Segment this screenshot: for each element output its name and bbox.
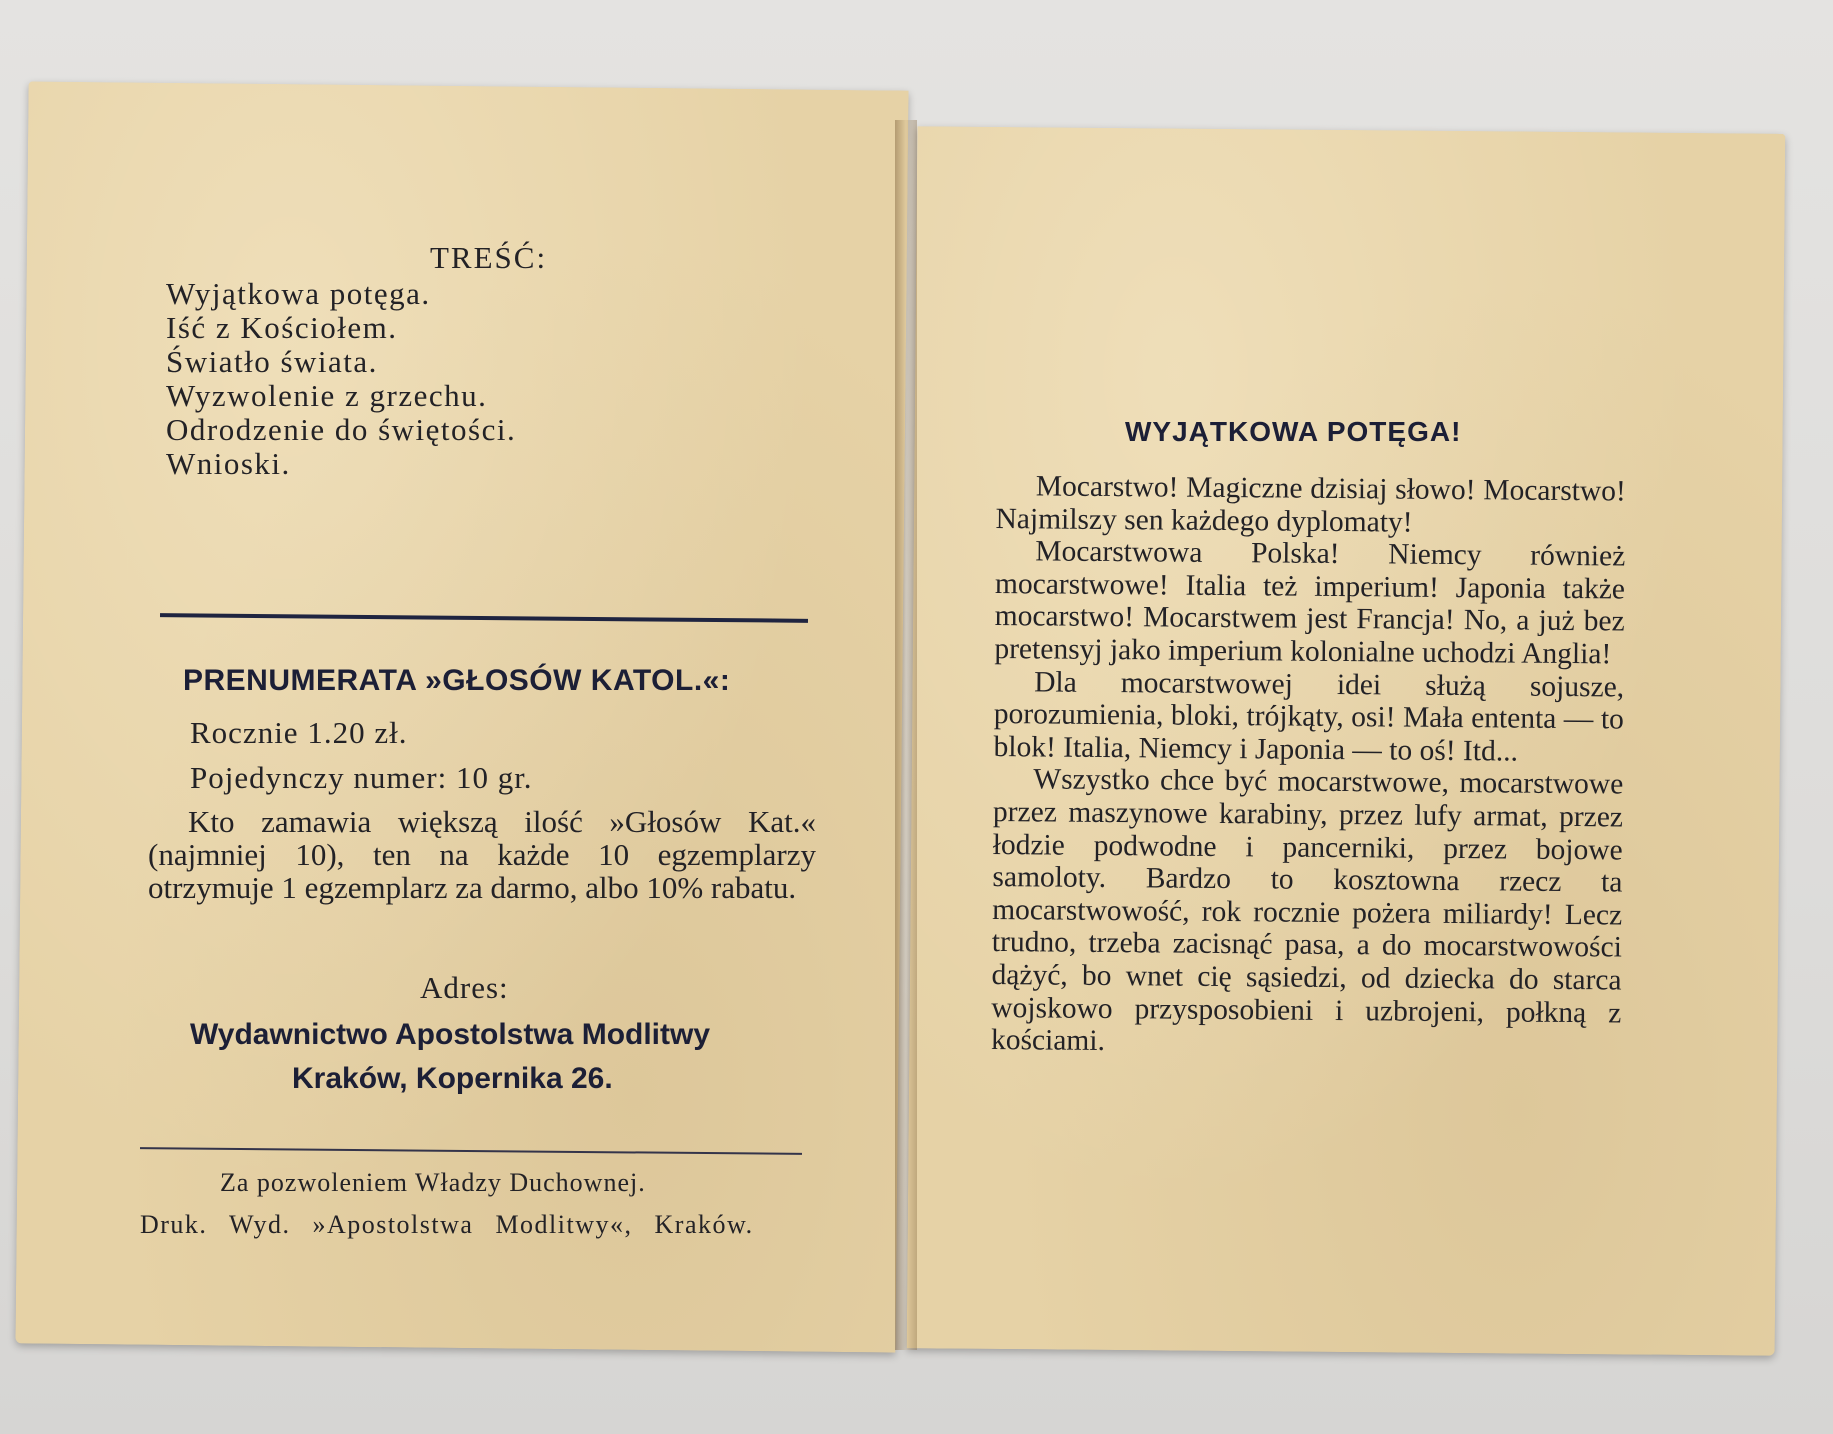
bulk-order-text (148, 805, 816, 904)
bulk-order-paragraph: Kto zamawia większą ilość »Głosów Kat.« (najmniej 10), ten na każde 10 egzemplarzy otrzymuje 1 egzemplarz za darmo, albo 10% rabatu. (148, 804, 816, 905)
contents-item: Wnioski. (166, 446, 291, 481)
contents-item: Iść z Kościołem. (166, 310, 398, 345)
article-paragraph: Mocarstwo! Magiczne dzisiaj słowo! Mocarstwo! Najmilszy sen każdego dyplomaty! (995, 470, 1626, 539)
contents-item: Światło świata. (166, 344, 378, 379)
article-paragraph: Wszystko chce być mocarstwowe, mocarstwowe przez maszynowe karabiny, przez lufy armat, przez łodzie podwodne i pancerniki, przez bojowe samoloty. Bardzo to kosztowna rzecz ta mocarstwowość, rok rocznie pożera miliardy! Lecz trudno, trzeba zacisnąć pasa, a do mocarstwowości dążyć, bo wnet cię sąsiedzi, od dziecka do starca wojskowo przysposobieni i uzbrojeni, połkną z kościami. (990, 763, 1624, 1058)
publisher-name: Wydawnictwo Apostolstwa Modlitwy (190, 1018, 711, 1051)
address-label: Adres: (420, 970, 509, 1005)
contents-item: Odrodzenie do świętości. (166, 412, 517, 447)
subscription-title: PRENUMERATA »GŁOSÓW KATOL.«: (183, 664, 731, 697)
single-issue-price: Pojedynczy numer: 10 gr. (190, 760, 533, 795)
permission-note: Za pozwoleniem Władzy Duchownej. (220, 1168, 646, 1197)
annual-price: Rocznie 1.20 zł. (190, 715, 408, 750)
book-gutter (895, 120, 917, 1350)
article-paragraph: Mocarstwowa Polska! Niemcy również mocarstwowe! Italia też imperium! Japonia także mocarstwo! Mocarstwem jest Francja! No, a już bez pretensyj jako imperium kolonialne uchodzi Anglia! (994, 535, 1626, 671)
printer-note: Druk. Wyd. »Apostolstwa Modlitwy«, Kraków. (140, 1210, 754, 1239)
article-paragraph: Dla mocarstwowej idei służą sojusze, porozumienia, bloki, trójkąty, osi! Mała ententa — to blok! Italia, Niemcy i Japonia — to oś! Itd... (993, 665, 1625, 768)
contents-title: TREŚĆ: (430, 240, 548, 275)
article-title: WYJĄTKOWA POTĘGA! (1125, 416, 1462, 447)
article-body (991, 470, 1626, 1062)
contents-item: Wyzwolenie z grzechu. (166, 378, 488, 413)
publisher-address: Kraków, Kopernika 26. (292, 1062, 613, 1095)
contents-item: Wyjątkowa potęga. (166, 276, 431, 311)
